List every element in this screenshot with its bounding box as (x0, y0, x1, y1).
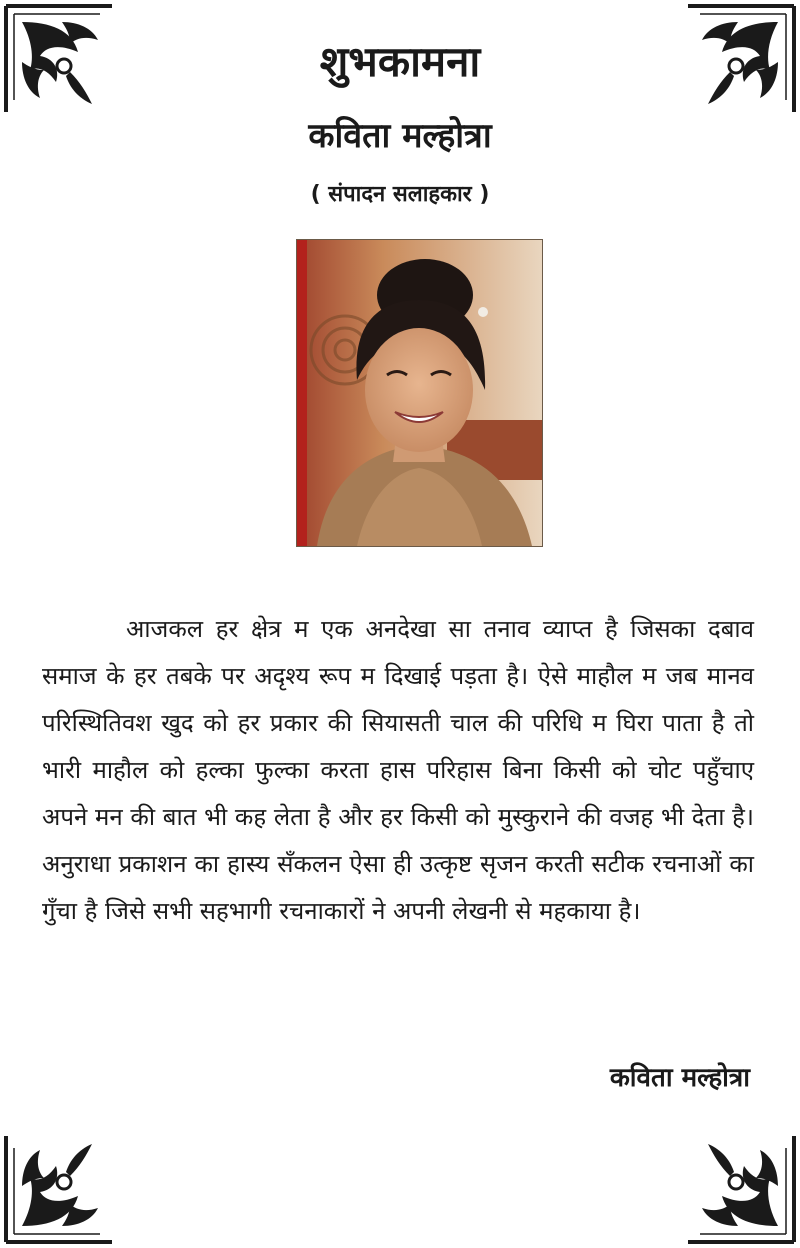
author-role: ( संपादन सलाहकार ) (310, 182, 490, 207)
portrait-photo (296, 239, 543, 547)
corner-ornament-bottom-right-icon (682, 1130, 800, 1248)
message-paragraph: आजकल हर क्षेत्र म एक अनदेखा सा तनाव व्याप्त है जिसका दबाव समाज के हर तबके पर अदृश्य रूप म दिखाई पड़ता है। ऐसे माहौल म जब मानव परिस्थितिवश खुद को हर प्रकार की सियासती चाल की परिधि म घिरा पाता है तो भारी माहौल को हल्का फुल्का करता हास परिहास बिना किसी को चोट पहुँचाए अपने मन की बात भी कह लेता है और हर किसी को मुस्कुराने की वजह भी देता है। अनुराधा प्रकाशन का हास्य सँकलन ऐसा ही उत्कृष्ट सृजन करती सटीक रचनाओं का गुँचा है जिसे सभी सहभागी रचनाकारों ने अपनी लेखनी से महकाया है। (42, 615, 754, 925)
page-title: शुभकामना (319, 37, 481, 86)
signature: कविता मल्होत्रा (609, 1063, 750, 1093)
author-name: कविता मल्होत्रा (308, 116, 492, 156)
corner-ornament-bottom-left-icon (0, 1130, 118, 1248)
